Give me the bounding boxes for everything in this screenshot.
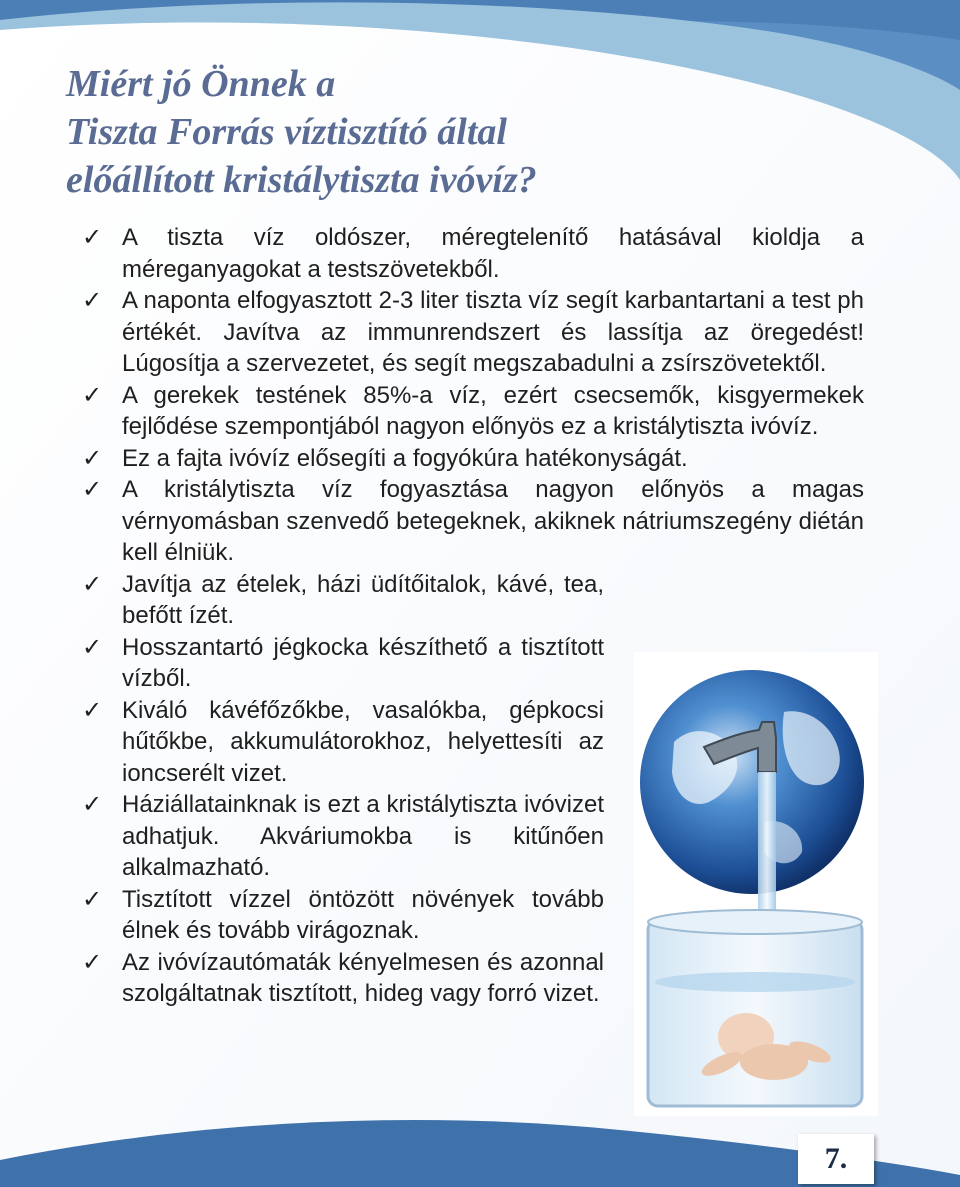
- list-item-text: Az ivóvízautómaták kényelmesen és azonnal szolgáltatnak tisztított, hideg vagy forró vizet.: [122, 948, 604, 1007]
- globe-faucet-photo: [634, 652, 878, 1116]
- title-line-1: Miért jó Önnek a: [66, 63, 336, 105]
- glass: [648, 920, 862, 1106]
- list-item-text: Ez a fajta ivóvíz elősegíti a fogyókúra hatékonyságát.: [122, 444, 688, 472]
- checkmark-icon: ✓: [82, 633, 103, 661]
- checkmark-icon: ✓: [82, 696, 103, 724]
- page-title: [66, 60, 537, 204]
- globe: [640, 670, 864, 894]
- list-item-text: A naponta elfogyasztott 2-3 liter tiszta víz segít karbantartani a test ph értékét. Javítva az immunrendszert és lassítja az öregedést! Lúgosítja a szervezetet, és segít megszabadulni a zsírszövetektől.: [122, 287, 864, 377]
- list-item-text: A tiszta víz oldószer, méregtelenítő hatásával kioldja a méreganyagokat a testszövetekből.: [122, 224, 864, 283]
- water-surface: [655, 972, 855, 992]
- checkmark-icon: ✓: [82, 287, 103, 314]
- checkmark-icon: ✓: [82, 444, 103, 472]
- checkmark-icon: ✓: [82, 224, 103, 251]
- glass-rim: [648, 910, 862, 934]
- list-item: [82, 380, 864, 443]
- list-item: [82, 789, 604, 884]
- list-item-text: A kristálytiszta víz fogyasztása nagyon előnyös a magas vérnyomásban szenvedő betegeknek, akiknek nátriumszegény diétán kell élniük.: [122, 476, 864, 566]
- list-item: [82, 569, 604, 632]
- checkmark-icon: ✓: [82, 791, 103, 818]
- list-item: [82, 695, 604, 790]
- list-item: [82, 443, 864, 475]
- list-item: [82, 632, 604, 695]
- list-item-text: Javítja az ételek, házi üdítőitalok, kávé, tea, befőtt ízét.: [122, 570, 604, 629]
- list-item: [82, 474, 864, 569]
- title-line-2: Tiszta Forrás víztisztító által: [66, 111, 507, 153]
- list-item: [82, 222, 864, 285]
- checkmark-icon: ✓: [82, 948, 103, 976]
- list-item: [82, 947, 604, 1010]
- checkmark-icon: ✓: [82, 885, 103, 913]
- list-item-text: Kiváló kávéfőzőkbe, vasalókba, gépkocsi hűtőkbe, akkumulátorokhoz, helyettesíti az ioncserélt vizet.: [122, 696, 604, 787]
- list-item: [82, 884, 604, 947]
- checkmark-icon: ✓: [82, 476, 103, 503]
- list-item: [82, 285, 864, 380]
- list-item-text: A gerekek testének 85%-a víz, ezért csecsemők, kisgyermekek fejlődése szempontjából nagyon előnyös ez a kristálytiszta ivóvíz.: [122, 381, 864, 440]
- list-item-text: Tisztított vízzel öntözött növények tovább élnek és tovább virágoznak.: [122, 885, 604, 944]
- checkmark-icon: ✓: [82, 570, 103, 598]
- list-item-text: Hosszantartó jégkocka készíthető a tisztított vízből.: [122, 633, 604, 692]
- title-line-3: előállított kristálytiszta ivóvíz?: [66, 159, 537, 201]
- page-number: 7.: [798, 1134, 874, 1184]
- list-item-text: Háziállatainknak is ezt a kristálytiszta ivóvizet adhatjuk. Akváriumokba is kitűnően alkalmazható.: [122, 791, 604, 881]
- checkmark-icon: ✓: [82, 381, 103, 409]
